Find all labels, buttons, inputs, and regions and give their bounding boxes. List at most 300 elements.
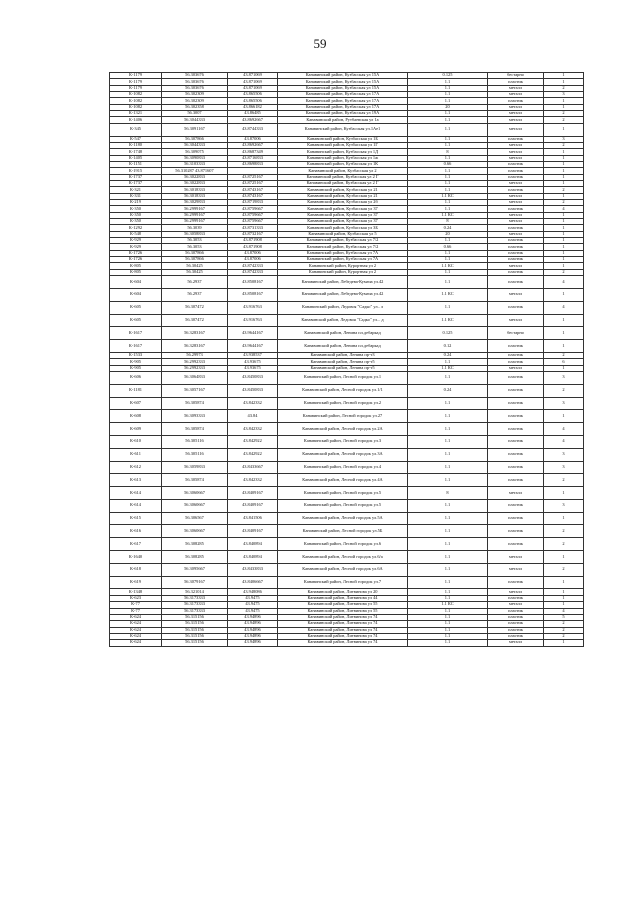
cell-container-volume: 1.1 bbox=[408, 79, 488, 85]
table-row bbox=[110, 384, 584, 397]
cell-container-count: 1 bbox=[544, 161, 584, 167]
cell-container-count: 4 bbox=[544, 423, 584, 436]
cell-container-count: 1 bbox=[544, 410, 584, 423]
cell-container-count: 1 bbox=[544, 512, 584, 525]
cell-site-id: К-350 bbox=[110, 212, 162, 218]
cell-site-id: К-1179 bbox=[110, 79, 162, 85]
cell-container-count: 1 bbox=[544, 551, 584, 564]
cell-container-count: 1 bbox=[544, 180, 584, 186]
cell-site-id: К-1726 bbox=[110, 250, 162, 256]
cell-site-id: К-321 bbox=[110, 187, 162, 193]
cell-address: Канавинский район, Лесной городок ул.5А bbox=[278, 512, 408, 525]
cell-longitude: 43.871069 bbox=[228, 73, 278, 79]
cell-container-material: пластик bbox=[488, 576, 544, 589]
cell-address: Канавинский район, Ленина пр-т5 bbox=[278, 359, 408, 365]
cell-container-volume: 0.24 bbox=[408, 352, 488, 358]
cell-site-id: К-616 bbox=[110, 525, 162, 538]
cell-longitude: 43.94896 bbox=[228, 627, 278, 633]
table-row bbox=[110, 288, 584, 301]
cell-container-material: пластик bbox=[488, 161, 544, 167]
cell-site-id: К-1151 bbox=[110, 161, 162, 167]
cell-latitude: 56.302309 bbox=[162, 92, 228, 98]
cell-container-material: пластик bbox=[488, 461, 544, 474]
cell-latitude: 56.3103333 bbox=[162, 161, 228, 167]
cell-container-material: пластик bbox=[488, 525, 544, 538]
cell-container-volume: 1.1 bbox=[408, 180, 488, 186]
cell-container-count: 1 bbox=[544, 602, 584, 608]
cell-container-count: 2 bbox=[544, 199, 584, 205]
cell-container-volume: 20 bbox=[408, 104, 488, 110]
cell-site-id: К-605 bbox=[110, 314, 162, 327]
cell-container-material: пластик bbox=[488, 269, 544, 275]
cell-longitude: 43.9644167 bbox=[228, 340, 278, 353]
cell-address: Канавинский район, Кузбасская ул 1Г bbox=[278, 142, 408, 148]
cell-container-material: пластик bbox=[488, 384, 544, 397]
page-number: 59 bbox=[313, 36, 327, 51]
cell-container-volume: 0.12 bbox=[408, 340, 488, 353]
cell-container-material: металл bbox=[488, 92, 544, 98]
cell-container-count: 1 bbox=[544, 244, 584, 250]
cell-address: Канавинский район, Курортная ул 2 bbox=[278, 263, 408, 269]
cell-latitude: 56.307472 bbox=[162, 314, 228, 327]
cell-container-material: пластик bbox=[488, 633, 544, 639]
cell-container-count: 2 bbox=[544, 627, 584, 633]
cell-longitude: 43.8732167 bbox=[228, 231, 278, 237]
table-row bbox=[110, 340, 584, 353]
cell-container-count: 1 bbox=[544, 193, 584, 199]
cell-container-material: пластик bbox=[488, 595, 544, 601]
cell-site-id: К-1617 bbox=[110, 340, 162, 353]
cell-container-volume: 1.1 bbox=[408, 423, 488, 436]
cell-latitude: 56.315156 bbox=[162, 633, 228, 639]
cell-longitude: 43.938537 bbox=[228, 352, 278, 358]
cell-container-material: пластик bbox=[488, 187, 544, 193]
cell-container-material: пластик bbox=[488, 614, 544, 620]
cell-site-id: К-905 bbox=[110, 365, 162, 371]
cell-address: Канавинский район, Литвинова ул 55 bbox=[278, 602, 408, 608]
cell-container-count: 1 bbox=[544, 595, 584, 601]
cell-container-count: 1 bbox=[544, 123, 584, 136]
cell-container-material: пластик bbox=[488, 627, 544, 633]
cell-site-id: К-929 bbox=[110, 244, 162, 250]
cell-longitude: 43.8692667 bbox=[228, 142, 278, 148]
cell-longitude: 43.8743167 bbox=[228, 187, 278, 193]
table-row bbox=[110, 327, 584, 340]
cell-address: Канавинский район, Лесной городок ул.2А bbox=[278, 423, 408, 436]
cell-address: Канавинский район, Кузбасская ул 17А bbox=[278, 104, 408, 110]
cell-latitude: 56.315156 bbox=[162, 621, 228, 627]
cell-site-id: К-619 bbox=[110, 576, 162, 589]
cell-container-material: пластик bbox=[488, 448, 544, 461]
cell-address: Канавинский район, Кузбасская ул 7/2 bbox=[278, 244, 408, 250]
cell-container-volume: 1.1 bbox=[408, 359, 488, 365]
cell-address: Канавинский район, Литвинова ул 55 bbox=[278, 608, 408, 614]
cell-address: Канавинский район, Литвинова ул 74 bbox=[278, 614, 408, 620]
cell-container-count: 6 bbox=[544, 359, 584, 365]
cell-container-material: металл bbox=[488, 563, 544, 576]
cell-latitude: 56.305874 bbox=[162, 474, 228, 487]
cell-container-material: пластик bbox=[488, 250, 544, 256]
cell-latitude: 56.3060667 bbox=[162, 487, 228, 500]
cell-latitude: 56.2992333 bbox=[162, 359, 228, 365]
cell-container-volume: 1.1 bbox=[408, 563, 488, 576]
cell-latitude: 56.309075 bbox=[162, 149, 228, 155]
cell-latitude: 56.3091167 bbox=[162, 123, 228, 136]
cell-site-id: К-1179 bbox=[110, 73, 162, 79]
cell-latitude: 56.3029833 bbox=[162, 199, 228, 205]
cell-container-material: пластик bbox=[488, 352, 544, 358]
cell-container-volume: 0.24 bbox=[408, 384, 488, 397]
cell-latitude: 56.3039 bbox=[162, 225, 228, 231]
cell-container-material: бестарно bbox=[488, 73, 544, 79]
cell-longitude: 43.871069 bbox=[228, 85, 278, 91]
cell-container-volume: 1.1 КС bbox=[408, 288, 488, 301]
cell-container-material: пластик bbox=[488, 225, 544, 231]
cell-container-volume: 1.1 bbox=[408, 257, 488, 263]
table-row bbox=[110, 487, 584, 500]
cell-latitude: 56.307472 bbox=[162, 301, 228, 314]
cell-longitude: 43.8433833 bbox=[228, 563, 278, 576]
cell-container-material: металл bbox=[488, 155, 544, 161]
table-row bbox=[110, 423, 584, 436]
cell-container-volume: 1.1 bbox=[408, 276, 488, 289]
cell-container-material: металл bbox=[488, 602, 544, 608]
cell-site-id: К-624 bbox=[110, 627, 162, 633]
cell-site-id: К-1179 bbox=[110, 85, 162, 91]
table-row bbox=[110, 168, 584, 174]
table-row bbox=[110, 512, 584, 525]
cell-container-material: металл bbox=[488, 111, 544, 117]
cell-latitude: 56.3053 bbox=[162, 244, 228, 250]
cell-container-volume: 1.1 bbox=[408, 136, 488, 142]
cell-container-count: 3 bbox=[544, 92, 584, 98]
cell-latitude: 56.3090833 bbox=[162, 155, 228, 161]
cell-longitude: 43.8759667 bbox=[228, 212, 278, 218]
cell-address: Канавинский район, Кузбасская ул 37 bbox=[278, 212, 408, 218]
cell-longitude: 43.865506 bbox=[228, 98, 278, 104]
cell-address: Канавинский район, Лесной городок ул.4 bbox=[278, 461, 408, 474]
cell-site-id: К-624 bbox=[110, 614, 162, 620]
cell-address: Канавинский район, Лесной городок ул.1 bbox=[278, 371, 408, 384]
cell-address: Канавинский район, Лесной городок ул.5Б bbox=[278, 525, 408, 538]
cell-container-count: 1 bbox=[544, 219, 584, 225]
cell-latitude: 56.3173333 bbox=[162, 595, 228, 601]
cell-container-volume: 1.1 bbox=[408, 98, 488, 104]
cell-latitude: 56.308285 bbox=[162, 538, 228, 551]
cell-container-volume: 1.1 bbox=[408, 174, 488, 180]
cell-container-count: 4 bbox=[544, 608, 584, 614]
cell-container-volume: 0.125 bbox=[408, 327, 488, 340]
cell-container-volume: 1.1 bbox=[408, 111, 488, 117]
cell-longitude: 43.8759667 bbox=[228, 219, 278, 225]
cell-container-count: 1 bbox=[544, 263, 584, 269]
cell-container-material: пластик bbox=[488, 621, 544, 627]
cell-site-id: К-607 bbox=[110, 397, 162, 410]
cell-container-material: металл bbox=[488, 212, 544, 218]
cell-container-material: пластик bbox=[488, 174, 544, 180]
cell-site-id: К-331 bbox=[110, 193, 162, 199]
cell-container-count: 1 bbox=[544, 250, 584, 256]
cell-latitude: 56.308285 bbox=[162, 551, 228, 564]
cell-container-count: 2 bbox=[544, 269, 584, 275]
table-row bbox=[110, 314, 584, 327]
cell-latitude: 56.3018333 bbox=[162, 187, 228, 193]
cell-container-volume: 8 bbox=[408, 149, 488, 155]
cell-site-id: К-77 bbox=[110, 602, 162, 608]
cell-container-material: пластик bbox=[488, 371, 544, 384]
cell-longitude: 43.87006 bbox=[228, 257, 278, 263]
cell-container-count: 1 bbox=[544, 589, 584, 595]
cell-address: Канавинский район, Ледовоя "Садко" ул.. л bbox=[278, 301, 408, 314]
cell-latitude: 56.305874 bbox=[162, 423, 228, 436]
cell-container-volume: 1.1 bbox=[408, 614, 488, 620]
cell-address: Канавинский район, Лесной городок ул.5 bbox=[278, 499, 408, 512]
cell-longitude: 43.841506 bbox=[228, 512, 278, 525]
cell-latitude: 56.3173333 bbox=[162, 608, 228, 614]
cell-site-id: К-605 bbox=[110, 301, 162, 314]
cell-address: Канавинский район, Лесной городок ул.5 bbox=[278, 487, 408, 500]
cell-container-count: 1 bbox=[544, 327, 584, 340]
cell-container-volume: 1.1 bbox=[408, 155, 488, 161]
cell-address: Канавинский район, Лесной городок ул.4А bbox=[278, 474, 408, 487]
cell-container-material: металл bbox=[488, 104, 544, 110]
cell-container-material: пластик bbox=[488, 512, 544, 525]
cell-address: Канавинский район, Курортная ул 2 bbox=[278, 269, 408, 275]
cell-container-count: 1 bbox=[544, 104, 584, 110]
cell-container-material: металл bbox=[488, 142, 544, 148]
cell-container-material: пластик bbox=[488, 136, 544, 142]
cell-address: Канавинский район, Кузбасская ул 15А bbox=[278, 79, 408, 85]
cell-site-id: К-624 bbox=[110, 621, 162, 627]
cell-container-material: пластик bbox=[488, 340, 544, 353]
cell-container-volume: 1.1 bbox=[408, 85, 488, 91]
cell-address: Канавинский район, Кузбасская ул 7А bbox=[278, 250, 408, 256]
cell-address: Канавинский район, Кузбасская ул 2 Г bbox=[278, 174, 408, 180]
cell-container-count: 2 bbox=[544, 142, 584, 148]
cell-container-material: пластик bbox=[488, 423, 544, 436]
cell-address: Канавинский район, Лебедева-Кумача ул.42 bbox=[278, 288, 408, 301]
cell-address: Канавинский район, Литвинова ул 44 bbox=[278, 595, 408, 601]
cell-address: Канавинский район, Кузбасская ул 15А bbox=[278, 73, 408, 79]
cell-site-id: К-608 bbox=[110, 410, 162, 423]
cell-address: Канавинский район, Лесной городок ул.6 bbox=[278, 538, 408, 551]
cell-container-volume: 8 bbox=[408, 487, 488, 500]
cell-container-material: пластик bbox=[488, 206, 544, 212]
cell-container-volume: 1.1 bbox=[408, 538, 488, 551]
cell-longitude: 43.84 bbox=[228, 410, 278, 423]
cell-address: Канавинский район, Лесной городок ул.2 bbox=[278, 397, 408, 410]
cell-longitude: 43.94896 bbox=[228, 640, 278, 646]
cell-container-material: металл bbox=[488, 487, 544, 500]
cell-longitude: 43.8409167 bbox=[228, 499, 278, 512]
cell-container-material: пластик bbox=[488, 98, 544, 104]
cell-address: Канавинский район, Рутбаевская ул 1а bbox=[278, 117, 408, 123]
cell-address: Канавинский район, Кузбасская ул 37 bbox=[278, 206, 408, 212]
cell-longitude: 43.87006 bbox=[228, 136, 278, 142]
cell-longitude: 43.8742333 bbox=[228, 263, 278, 269]
cell-address: Канавинский район, Кузбасская ул 19А bbox=[278, 111, 408, 117]
cell-site-id: К-611 bbox=[110, 448, 162, 461]
cell-longitude: 43.8742333 bbox=[228, 269, 278, 275]
cell-address: Канавинский район, Ленина пр-т5 bbox=[278, 365, 408, 371]
cell-site-id: К-1640 bbox=[110, 551, 162, 564]
cell-container-volume: 1.1 bbox=[408, 525, 488, 538]
cell-container-count: 3 bbox=[544, 448, 584, 461]
cell-container-volume: 1.1 bbox=[408, 187, 488, 193]
cell-site-id: К-1406 bbox=[110, 117, 162, 123]
cell-latitude: 56.2999167 bbox=[162, 206, 228, 212]
cell-site-id: К-623 bbox=[110, 595, 162, 601]
table-row bbox=[110, 301, 584, 314]
cell-site-id: К-624 bbox=[110, 640, 162, 646]
cell-latitude: 56.302309 bbox=[162, 98, 228, 104]
cell-site-id: К-1915 bbox=[110, 168, 162, 174]
table-row bbox=[110, 576, 584, 589]
cell-address: Канавинский район, Лесной городок ул.3А bbox=[278, 448, 408, 461]
cell-address: Канавинский район, Кузбасская ул 2 bbox=[278, 168, 408, 174]
cell-longitude: 43.8692667 bbox=[228, 117, 278, 123]
cell-container-material: пластик bbox=[488, 244, 544, 250]
cell-latitude: 56.3060667 bbox=[162, 499, 228, 512]
table-row bbox=[110, 538, 584, 551]
cell-site-id: К-614 bbox=[110, 487, 162, 500]
cell-site-id: К-1737 bbox=[110, 180, 162, 186]
cell-container-volume: 0.125 bbox=[408, 73, 488, 79]
cell-container-volume: 0.66 bbox=[408, 161, 488, 167]
cell-site-id: К-1082 bbox=[110, 98, 162, 104]
cell-address: Канавинский район, Литвинова ул 20 bbox=[278, 589, 408, 595]
cell-site-id: К-604 bbox=[110, 276, 162, 289]
cell-address: Канавинский район, Литвинова ул 74 bbox=[278, 640, 408, 646]
cell-container-material: пластик bbox=[488, 435, 544, 448]
cell-site-id: К-606 bbox=[110, 371, 162, 384]
cell-site-id: К-1748 bbox=[110, 149, 162, 155]
table-row bbox=[110, 276, 584, 289]
cell-longitude: 43.94896 bbox=[228, 614, 278, 620]
cell-latitude: 56.315156 bbox=[162, 614, 228, 620]
cell-latitude: 56.303676 bbox=[162, 85, 228, 91]
cell-container-count: 4 bbox=[544, 206, 584, 212]
cell-latitude: 56.3283167 bbox=[162, 327, 228, 340]
cell-address: Канавинский район, Кузбасская ул 2б bbox=[278, 199, 408, 205]
cell-site-id: К-805 bbox=[110, 269, 162, 275]
cell-address: Канавинский район, Литвинова ул 74 bbox=[278, 633, 408, 639]
cell-container-volume: 1.1 bbox=[408, 512, 488, 525]
cell-container-material: металл bbox=[488, 117, 544, 123]
cell-container-count: 3 bbox=[544, 371, 584, 384]
cell-container-count: 2 bbox=[544, 525, 584, 538]
cell-container-volume: 1.1 bbox=[408, 627, 488, 633]
cell-longitude: 43.8409167 bbox=[228, 487, 278, 500]
cell-longitude: 43.865506 bbox=[228, 92, 278, 98]
cell-container-material: металл bbox=[488, 263, 544, 269]
cell-container-material: пластик bbox=[488, 79, 544, 85]
table-row bbox=[110, 461, 584, 474]
cell-longitude: 43.9475 bbox=[228, 602, 278, 608]
cell-site-id: К-345 bbox=[110, 123, 162, 136]
cell-site-id: К-350 bbox=[110, 219, 162, 225]
cell-address: Канавинский район, Кузбасская ул 21 bbox=[278, 187, 408, 193]
cell-container-material: металл bbox=[488, 365, 544, 371]
cell-container-material: пластик bbox=[488, 359, 544, 365]
cell-container-material: бестарно bbox=[488, 327, 544, 340]
cell-container-material: металл bbox=[488, 85, 544, 91]
cell-site-id: К-1082 bbox=[110, 104, 162, 110]
cell-longitude: 43.842922 bbox=[228, 435, 278, 448]
cell-address: Канавинский район, Кузбасская ул 1Б bbox=[278, 136, 408, 142]
cell-site-id: К-614 bbox=[110, 499, 162, 512]
cell-container-material: пластик bbox=[488, 608, 544, 614]
cell-site-id: К-1726 bbox=[110, 257, 162, 263]
cell-container-count: 2 bbox=[544, 187, 584, 193]
cell-container-volume: 1.1 bbox=[408, 551, 488, 564]
cell-latitude: 56.2999167 bbox=[162, 212, 228, 218]
cell-container-volume: 1.1 bbox=[408, 461, 488, 474]
cell-container-volume: 20 bbox=[408, 231, 488, 237]
cell-latitude: 56.3022833 bbox=[162, 174, 228, 180]
cell-container-count: 1 bbox=[544, 98, 584, 104]
cell-longitude: 43.8450833 bbox=[228, 371, 278, 384]
cell-site-id: К-929 bbox=[110, 238, 162, 244]
cell-site-id: К-547 bbox=[110, 136, 162, 142]
cell-address: Канавинский район, Кузбасская ул 5 bbox=[278, 231, 408, 237]
cell-container-count: 3 bbox=[544, 499, 584, 512]
cell-latitude: 56.3064833 bbox=[162, 371, 228, 384]
cell-container-material: пластик bbox=[488, 499, 544, 512]
cell-latitude: 56.303676 bbox=[162, 79, 228, 85]
cell-latitude: 56.3058833 bbox=[162, 231, 228, 237]
table-row bbox=[110, 397, 584, 410]
cell-longitude: 43.8698833 bbox=[228, 161, 278, 167]
cell-latitude: 56.307866 bbox=[162, 136, 228, 142]
container-sites-table bbox=[109, 72, 584, 647]
cell-longitude: 43.8450833 bbox=[228, 384, 278, 397]
cell-container-count: 1 bbox=[544, 149, 584, 155]
cell-longitude: 43.8719833 bbox=[228, 199, 278, 205]
cell-address: Канавинский район, Ледовоя "Садко" ул... д bbox=[278, 314, 408, 327]
cell-latitude: 56.3093333 bbox=[162, 410, 228, 423]
cell-longitude: 43.86485 bbox=[228, 111, 278, 117]
cell-latitude: 56.302358 bbox=[162, 104, 228, 110]
cell-container-volume: 1.1 bbox=[408, 269, 488, 275]
cell-container-volume: 1.1 bbox=[408, 123, 488, 136]
cell-container-material: пластик bbox=[488, 397, 544, 410]
cell-site-id: К-609 bbox=[110, 423, 162, 436]
table-row bbox=[110, 551, 584, 564]
cell-container-material: металл bbox=[488, 180, 544, 186]
cell-latitude: 56.3018333 bbox=[162, 193, 228, 199]
cell-address: Канавинский район, Кузбасская ул.1Ае1 bbox=[278, 123, 408, 136]
cell-site-id: К-1737 bbox=[110, 174, 162, 180]
cell-latitude: 56.2999167 bbox=[162, 219, 228, 225]
cell-longitude: 43.842332 bbox=[228, 397, 278, 410]
cell-longitude: 43.8508167 bbox=[228, 288, 278, 301]
cell-container-volume: 1.1 bbox=[408, 589, 488, 595]
cell-container-material: пластик bbox=[488, 301, 544, 314]
cell-site-id: К-615 bbox=[110, 512, 162, 525]
cell-container-material: металл bbox=[488, 219, 544, 225]
cell-latitude: 56.315156 bbox=[162, 627, 228, 633]
cell-latitude: 56.3007 bbox=[162, 111, 228, 117]
cell-longitude: 43.9644167 bbox=[228, 327, 278, 340]
table-row bbox=[110, 410, 584, 423]
cell-container-count: 1 bbox=[544, 340, 584, 353]
cell-latitude: 56.3044333 bbox=[162, 142, 228, 148]
cell-container-volume: 1.1 КС bbox=[408, 263, 488, 269]
cell-longitude: 43.840894 bbox=[228, 538, 278, 551]
cell-latitude: 56.3079167 bbox=[162, 576, 228, 589]
cell-container-volume: 1.1 bbox=[408, 608, 488, 614]
